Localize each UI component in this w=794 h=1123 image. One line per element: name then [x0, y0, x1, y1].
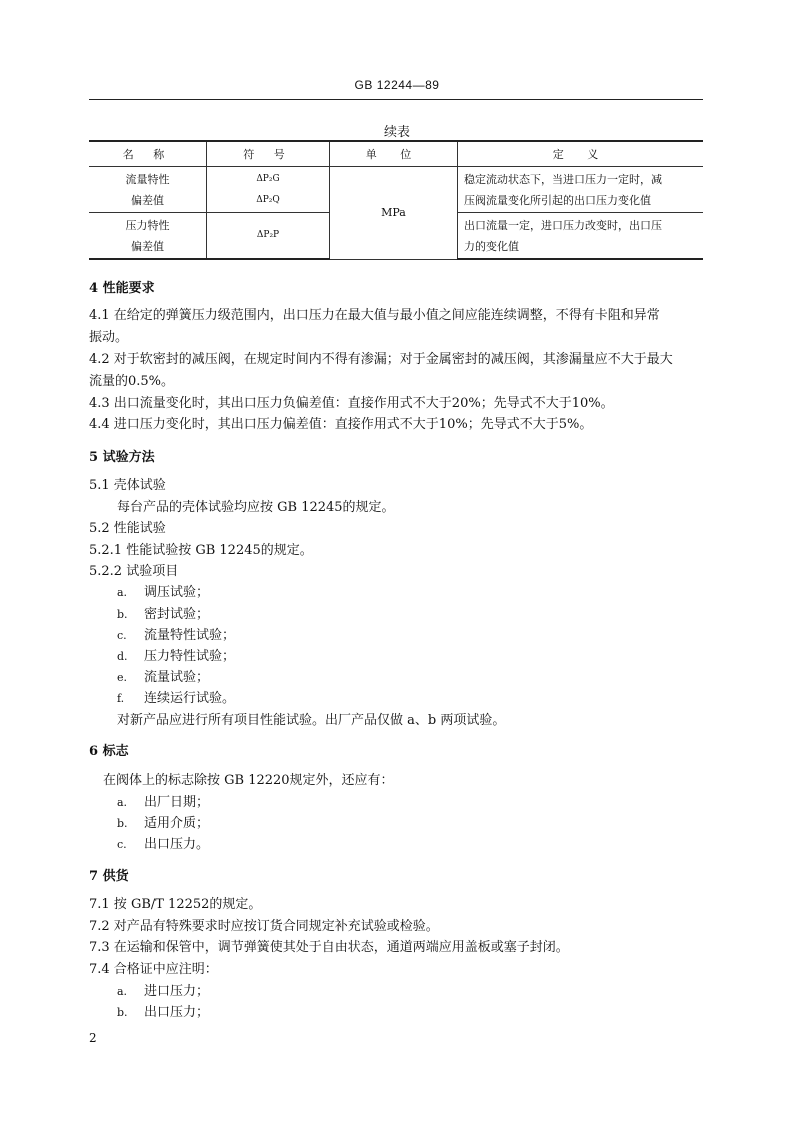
table-row — [89, 167, 703, 213]
clause-4-2-line1: 4.2 对于软密封的减压阀，在规定时间内不得有渗漏；对于金属密封的减压阀，其渗漏量应不大于最大 — [89, 352, 673, 367]
list-item: b. 出口压力； — [117, 1005, 210, 1020]
list-item: c. 流量特性试验； — [117, 628, 236, 643]
list-item: f. 连续运行试验。 — [117, 691, 236, 706]
clause-7-3: 7.3 在运输和保管中，调节弹簧使其处于自由状态，通道两端应用盖板或塞子封闭。 — [89, 940, 569, 955]
list-item: e. 流量试验； — [117, 670, 210, 685]
cell-symbol: ΔP₂G ΔP₂Q — [207, 167, 330, 213]
clause-4-1-line1: 4.1 在给定的弹簧压力级范围内，出口压力在最大值与最小值之间应能连续调整，不得有卡阻和异常 — [89, 308, 660, 323]
clause-5-2-1: 5.2.1 性能试验按 GB 12245的规定。 — [89, 543, 313, 558]
col-header-symbol: 符 号 — [207, 141, 330, 167]
list-item: a. 调压试验； — [117, 585, 210, 600]
cell-unit: MPa — [330, 167, 458, 260]
section-5-title: 5 试验方法 — [89, 450, 155, 465]
cell-name: 压力特性 偏差值 — [89, 213, 207, 260]
list-item: a. 出厂日期； — [117, 795, 210, 810]
list-item: d. 压力特性试验； — [117, 649, 236, 664]
table-caption: 续表 — [383, 125, 410, 140]
clause-7-2: 7.2 对产品有特殊要求时应按订货合同规定补充试验或检验。 — [89, 919, 439, 934]
clause-7-1: 7.1 按 GB/T 12252的规定。 — [89, 897, 262, 912]
cell-definition: 稳定流动状态下，当进口压力一定时，减 压阀流量变化所引起的出口压力变化值 — [458, 167, 704, 213]
col-header-definition: 定 义 — [458, 141, 704, 167]
page-number: 2 — [89, 1031, 97, 1045]
cell-symbol: ΔP₂P — [207, 213, 330, 260]
clause-4-4: 4.4 进口压力变化时，其出口压力偏差值：直接作用式不大于10%；先导式不大于5%。 — [89, 417, 593, 432]
col-header-unit: 单 位 — [330, 141, 458, 167]
header-rule — [89, 99, 703, 100]
clause-4-1-line2: 振动。 — [89, 330, 129, 345]
clause-5-2: 5.2 性能试验 — [89, 521, 166, 536]
cell-name: 流量特性 偏差值 — [89, 167, 207, 213]
section-4-title: 4 性能要求 — [89, 281, 155, 296]
clause-4-3: 4.3 出口流量变化时，其出口压力负偏差值：直接作用式不大于20%；先导式不大于10%。 — [89, 396, 614, 411]
clause-6-intro: 在阀体上的标志除按 GB 12220规定外，还应有： — [103, 773, 394, 788]
clause-4-2-line2: 流量的0.5%。 — [89, 374, 175, 389]
section-7-title: 7 供货 — [89, 869, 129, 884]
list-item: a. 进口压力； — [117, 984, 210, 999]
clause-7-4: 7.4 合格证中应注明： — [89, 962, 218, 977]
table-header-row — [89, 141, 703, 167]
list-item: c. 出口压力。 — [117, 837, 210, 852]
clause-5-note: 对新产品应进行所有项目性能试验。出厂产品仅做 a、b 两项试验。 — [117, 713, 506, 728]
section-6-title: 6 标志 — [89, 744, 129, 759]
clause-5-1-body: 每台产品的壳体试验均应按 GB 12245的规定。 — [117, 500, 395, 515]
col-header-name: 名 称 — [89, 141, 207, 167]
definition-table — [89, 140, 703, 260]
cell-definition: 出口流量一定，进口压力改变时，出口压 力的变化值 — [458, 213, 704, 260]
list-item: b. 适用介质； — [117, 816, 210, 831]
list-item: b. 密封试验； — [117, 607, 210, 622]
clause-5-1: 5.1 壳体试验 — [89, 478, 166, 493]
clause-5-2-2: 5.2.2 试验项目 — [89, 564, 179, 579]
page-header: GB 12244—89 — [354, 78, 440, 92]
